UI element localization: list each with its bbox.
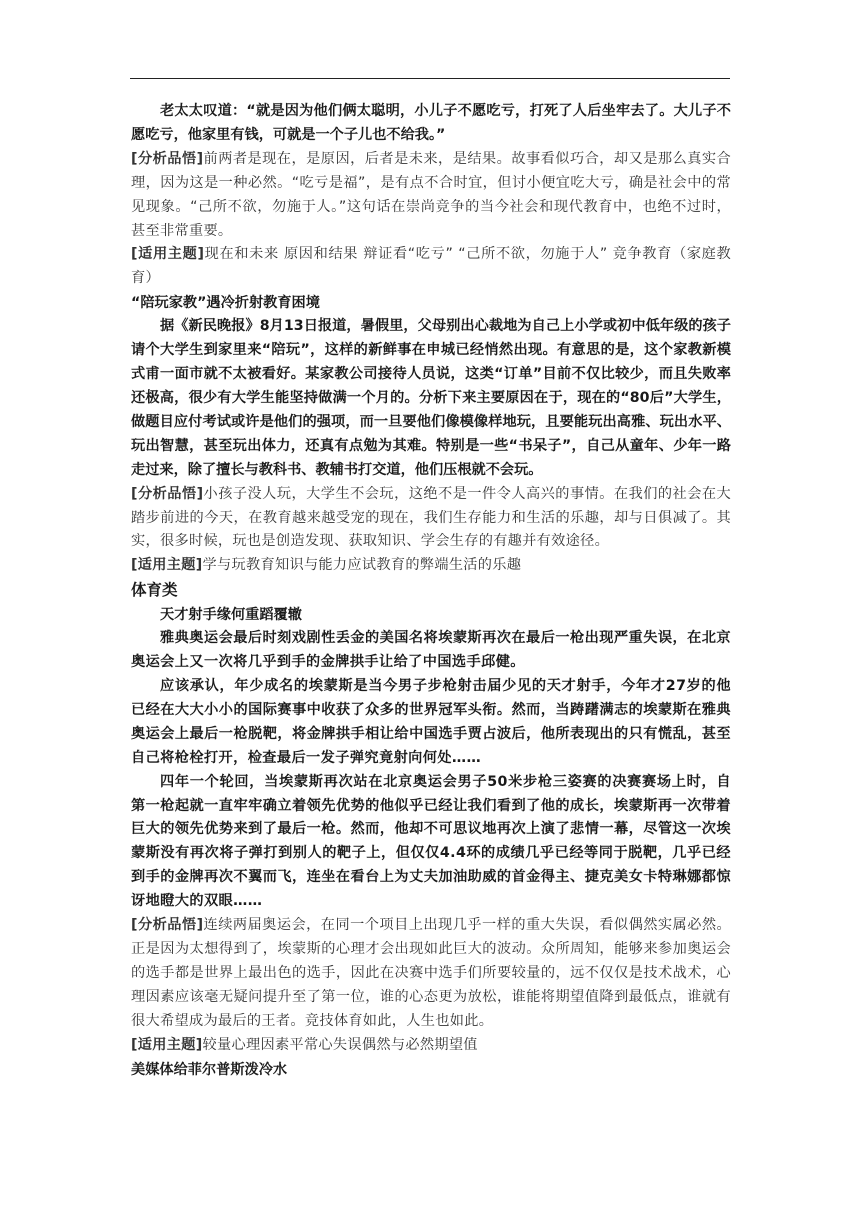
article1-analysis	[131, 483, 731, 555]
article2-paragraph: 雅典奥运会最后时刻戏剧性丢金的美国名将埃蒙斯再次在最后一枪出现严重失误，在北京奥运会上又一次将几乎到手的金牌拱手让给了中国选手邱健。	[131, 630, 731, 671]
category-heading: 体育类	[131, 581, 178, 600]
article2-theme	[131, 1034, 731, 1058]
analysis-text: 前两者是现在，是原因，后者是未来，是结果。故事看似巧合，却又是那么真实合理，因为这是一种必然。“吃亏是福”，是有点不合时宜，但讨小便宜吃大亏，确是社会中的常见现象。“己所不欲，勿施于人。”这句话在崇尚竞争的当今社会和现代教育中，也绝不过时，甚至非常重要。	[131, 150, 731, 239]
article1-body: 据《新民晚报》8月13日报道，暑假里，父母别出心裁地为自己上小学或初中低年级的孩子请个大学生到家里来“陪玩”，这样的新鲜事在申城已经悄然出现。有意思的是，这个家教新模式甫一面市就不太被看好。某家教公司接待人员说，这类“订单”目前不仅比较少，而且失败率还极高，很少有大学生能坚持做满一个月的。分析下来主要原因在于，现在的“80后”大学生，做题目应付考试或许是他们的强项，而一旦要他们像模像样地玩，且要能玩出高雅、玩出水平、玩出智慧，甚至玩出体力，还真有点勉为其难。特别是一些“书呆子”，自己从童年、少年一路走过来，除了擅长与教科书、教辅书打交道，他们压根就不会玩。	[131, 318, 731, 478]
theme-text: 较量心理因素平常心失误偶然与必然期望值	[202, 1036, 478, 1053]
next-article-title: 美媒体给菲尔普斯泼冷水	[131, 1061, 288, 1078]
intro-paragraph: 老太太叹道：“就是因为他们俩太聪明，小儿子不愿吃亏，打死了人后坐牢去了。大儿子不愿吃亏，他家里有钱，可就是一个子儿也不给我。”	[131, 103, 731, 143]
analysis-label: [分析品悟]	[131, 917, 204, 934]
article2-paragraph: 应该承认，年少成名的埃蒙斯是当今男子步枪射击届少见的天才射手，今年才27岁的他已经在大大小小的国际赛事中收获了众多的世界冠军头衔。然而，当踌躇满志的埃蒙斯在雅典奥运会上最后一枪脱靶，将金牌拱手相让给中国选手贾占波后，他所表现出的只有慌乱，甚至自己将枪栓打开，检查最后一发子弹究竟射向何处……	[131, 678, 731, 766]
theme-label: [适用主题]	[131, 246, 205, 263]
theme-text: 现在和未来 原因和结果 辩证看“吃亏” “己所不欲，勿施于人” 竞争教育（家庭教育）	[131, 246, 731, 287]
header-rule	[130, 78, 730, 79]
article1-title: “陪玩家教”遇冷折射教育困境	[131, 295, 320, 312]
article1-theme	[131, 554, 731, 578]
theme-text: 学与玩教育知识与能力应试教育的弊端生活的乐趣	[202, 557, 522, 574]
theme-label: [适用主题]	[131, 557, 203, 574]
article2-analysis	[131, 914, 731, 1034]
section1-theme	[131, 243, 731, 291]
analysis-label: [分析品悟]	[131, 485, 204, 502]
article2-paragraph: 四年一个轮回，当埃蒙斯再次站在北京奥运会男子50米步枪三姿赛的决赛赛场上时，自第一枪起就一直牢牢确立着领先优势的他似乎已经让我们看到了他的成长，埃蒙斯再一次带着巨大的领先优势来到了最后一枪。然而，他却不可思议地再次上演了悲情一幕，尽管这一次埃蒙斯没有再次将子弹打到别人的靶子上，但仅仅4.4环的成绩几乎已经等同于脱靶，几乎已经到手的金牌再次不翼而飞，连坐在看台上为丈夫加油助威的首金得主、捷克美女卡特琳娜都惊讶地瞪大的双眼……	[131, 773, 731, 910]
theme-label: [适用主题]	[131, 1036, 203, 1053]
article2	[131, 603, 731, 914]
analysis-text: 连续两届奥运会，在同一个项目上出现几乎一样的重大失误，看似偶然实属必然。正是因为太想得到了，埃蒙斯的心理才会出现如此巨大的波动。众所周知，能够来参加奥运会的选手都是世界上最出色的选手，因此在决赛中选手们所要较量的，远不仅仅是技术战术，心理因素应该毫无疑问提升至了第一位，谁的心态更为放松，谁能将期望值降到最低点，谁就有很大希望成为最后的王者。竞技体育如此，人生也如此。	[131, 917, 731, 1029]
analysis-label: [分析品悟]	[131, 150, 204, 167]
document-body	[131, 100, 731, 1082]
section1-analysis	[131, 148, 731, 244]
article2-title: 天才射手缘何重蹈覆辙	[160, 607, 302, 624]
analysis-text: 小孩子没人玩，大学生不会玩，这绝不是一件令人高兴的事情。在我们的社会在大踏步前进的今天，在教育越来越受宠的现在，我们生存能力和生活的乐趣，却与日俱减了。其实，很多时候，玩也是创造发现、获取知识、学会生存的有趣并有效途径。	[131, 485, 731, 550]
